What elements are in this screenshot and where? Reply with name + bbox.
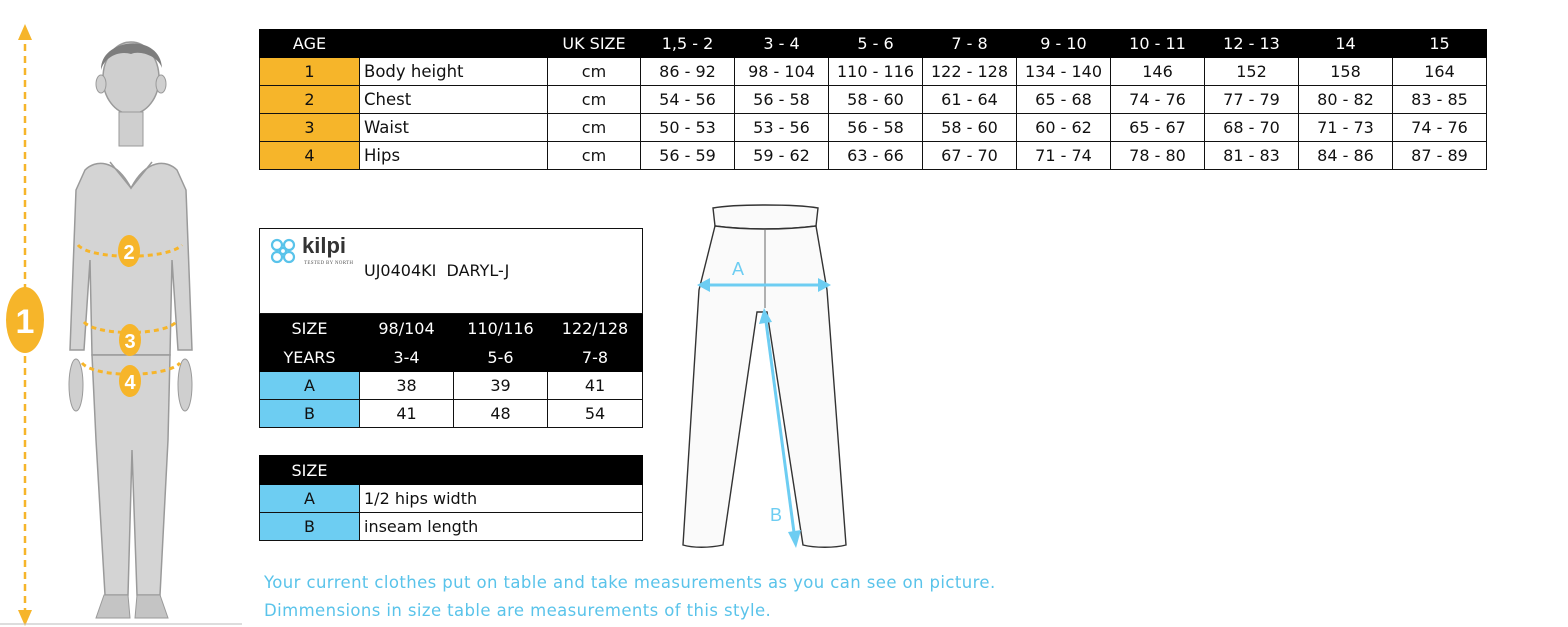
value-cell: 81 - 83 [1205,142,1299,170]
product-years-header-row [260,343,643,372]
table-row [260,86,1487,114]
brand-tagline: TESTED BY NORTH [304,261,354,266]
height-marker-badge [6,287,44,353]
row-number: 3 [260,114,360,142]
size-header: 110/116 [454,314,548,343]
value-cell: 68 - 70 [1205,114,1299,142]
size-header: 1,5 - 2 [641,30,735,58]
size-header: 12 - 13 [1205,30,1299,58]
arrow-up-icon [18,24,32,40]
legend-size-header: SIZE [260,456,360,485]
value-cell: 86 - 92 [641,58,735,86]
value-cell: 98 - 104 [735,58,829,86]
size-header: 122/128 [548,314,643,343]
table-row [260,372,643,400]
value-cell: 67 - 70 [923,142,1017,170]
value-cell: 164 [1393,58,1487,86]
unit-cell: cm [548,86,641,114]
table-row [260,400,643,428]
marker-3-label: 3 [124,331,136,353]
table-row [260,58,1487,86]
value-cell: 56 - 58 [829,114,923,142]
age-header: AGE [260,30,360,58]
value-cell: 56 - 59 [641,142,735,170]
uk-size-header: UK SIZE [548,30,641,58]
waist-marker-badge [119,324,141,356]
value-cell: 54 [548,400,643,428]
value-cell: 41 [548,372,643,400]
table-row [260,513,643,541]
product-code: UJ0404KI DARYL-J [364,261,510,280]
value-cell: 54 - 56 [641,86,735,114]
measurement-label: A [260,372,360,400]
product-size-table [259,228,643,428]
value-cell: 146 [1111,58,1205,86]
row-number: 1 [260,58,360,86]
hips-marker-badge [119,365,141,397]
years-header: 5-6 [454,343,548,372]
value-cell: 84 - 86 [1299,142,1393,170]
table-row [260,142,1487,170]
value-cell: 77 - 79 [1205,86,1299,114]
value-cell: 78 - 80 [1111,142,1205,170]
brand-name: kilpi [302,233,347,258]
row-number: 2 [260,86,360,114]
years-label: YEARS [260,343,360,372]
marker-4-label: 4 [124,372,136,394]
value-cell: 122 - 128 [923,58,1017,86]
brand-cell [260,229,643,314]
table-row [260,485,643,513]
unit-cell: cm [548,58,641,86]
legend-blank-header [360,456,643,485]
size-header: 98/104 [360,314,454,343]
row-label: Body height [360,58,548,86]
value-cell: 59 - 62 [735,142,829,170]
value-cell: 58 - 60 [829,86,923,114]
row-label: Hips [360,142,548,170]
pants-label-b: B [770,505,783,525]
pants-label-a: A [732,259,745,279]
measurement-description: inseam length [360,513,643,541]
row-label: Chest [360,86,548,114]
value-cell: 83 - 85 [1393,86,1487,114]
marker-1-label: 1 [15,303,35,341]
arrow-bottom-icon [788,530,801,548]
value-cell: 134 - 140 [1017,58,1111,86]
value-cell: 53 - 56 [735,114,829,142]
value-cell: 50 - 53 [641,114,735,142]
size-label: SIZE [260,314,360,343]
value-cell: 74 - 76 [1111,86,1205,114]
value-cell: 158 [1299,58,1393,86]
product-size-header-row [260,314,643,343]
size-header: 14 [1299,30,1393,58]
unit-cell: cm [548,114,641,142]
value-cell: 74 - 76 [1393,114,1487,142]
size-header: 3 - 4 [735,30,829,58]
measurement-legend-table [259,455,643,541]
value-cell: 48 [454,400,548,428]
value-cell: 71 - 74 [1017,142,1111,170]
row-number: 4 [260,142,360,170]
years-header: 3-4 [360,343,454,372]
blank-header [360,30,548,58]
value-cell: 58 - 60 [923,114,1017,142]
size-chart-table [259,29,1487,170]
value-cell: 60 - 62 [1017,114,1111,142]
value-cell: 41 [360,400,454,428]
measurement-label: B [260,400,360,428]
dimension-note: Dimmensions in size table are measurements of this style. [264,601,772,620]
measurement-label: A [260,485,360,513]
chest-marker-badge [118,235,140,267]
size-header: 7 - 8 [923,30,1017,58]
size-header: 5 - 6 [829,30,923,58]
years-header: 7-8 [548,343,643,372]
body-figure-illustration [0,20,245,627]
value-cell: 80 - 82 [1299,86,1393,114]
value-cell: 38 [360,372,454,400]
value-cell: 65 - 67 [1111,114,1205,142]
value-cell: 65 - 68 [1017,86,1111,114]
pants-illustration [675,200,850,555]
row-label: Waist [360,114,548,142]
kilpi-logo-icon [267,235,299,267]
value-cell: 63 - 66 [829,142,923,170]
size-header: 15 [1393,30,1487,58]
size-header: 10 - 11 [1111,30,1205,58]
measurement-description: 1/2 hips width [360,485,643,513]
value-cell: 152 [1205,58,1299,86]
value-cell: 71 - 73 [1299,114,1393,142]
table-row [260,114,1487,142]
value-cell: 39 [454,372,548,400]
measurement-label: B [260,513,360,541]
value-cell: 87 - 89 [1393,142,1487,170]
value-cell: 61 - 64 [923,86,1017,114]
brand-row [260,229,643,314]
marker-2-label: 2 [123,242,135,264]
unit-cell: cm [548,142,641,170]
value-cell: 56 - 58 [735,86,829,114]
instruction-note: Your current clothes put on table and take measurements as you can see on picture. [264,573,996,592]
size-chart-header-row [260,30,1487,58]
size-header: 9 - 10 [1017,30,1111,58]
value-cell: 110 - 116 [829,58,923,86]
legend-header-row [260,456,643,485]
